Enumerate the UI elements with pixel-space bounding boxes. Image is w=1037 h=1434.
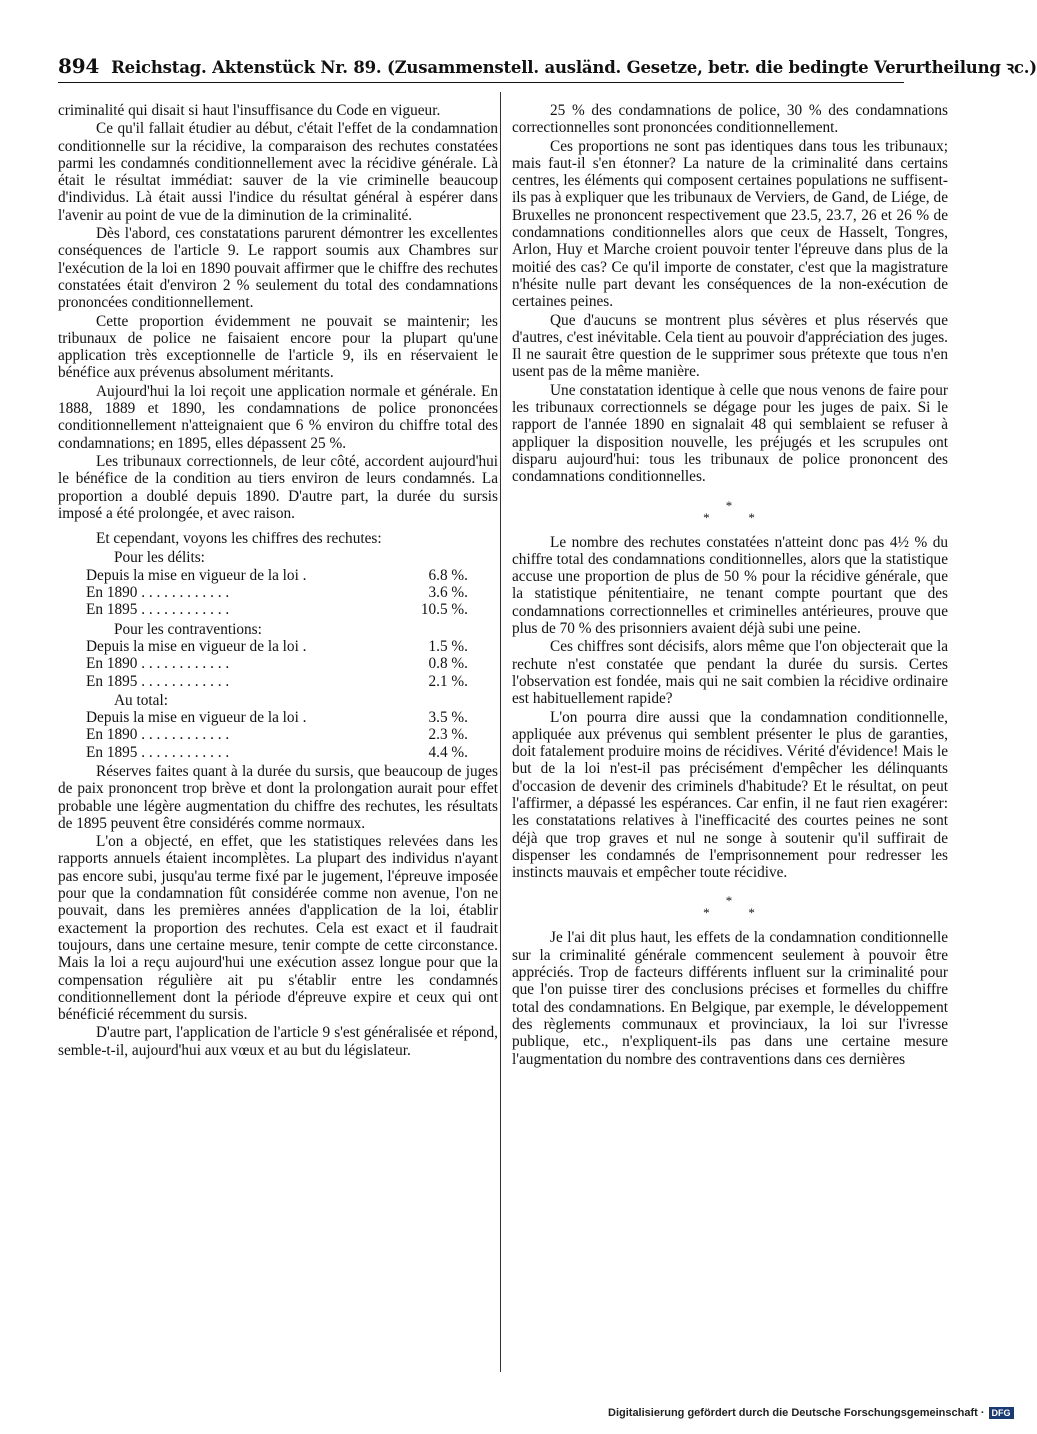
paragraph: Je l'ai dit plus haut, les effets de la condamnation conditionnelle sur la criminalité générale commencent seulement à pouvoir être appréciés. Trop de facteurs différents influent sur la criminalité pour que l'on puisse tirer des conclusions précises et formelles du chiffre total des condamnations. En Belgique, par exemple, le développement des règlements communaux et provinciaux, la loi sur l'ivresse publique, etc., n'expliquent-ils pas dans une certaine mesure l'augmentation du nombre des contraventions dans ces dernières xyxy=(512,929,948,1068)
footer-text: Digitalisierung gefördert durch die Deutsche Forschungsgemeinschaft · xyxy=(608,1407,985,1419)
table-row xyxy=(86,584,468,601)
stats-table xyxy=(86,567,468,619)
row-label: Depuis la mise en vigueur de la loi . xyxy=(86,709,307,727)
stats-group-delits xyxy=(58,549,498,618)
column-divider xyxy=(500,92,501,1372)
asterism-top: * xyxy=(725,893,735,909)
paragraph: Ces chiffres sont décisifs, alors même que l'on objecterait que la rechute n'est constatée que pendant la durée du sursis. Certes l'observation est fondée, mais qui ne sait combien la récidive ordinaire est habituellement rapide? xyxy=(512,638,948,708)
paragraph: Ce qu'il fallait étudier au début, c'était l'effet de la condamnation conditionnelle sur la récidive, la comparaison des rechutes constatées parmi les condamnés conditionnellement avec la récidive générale. Là était le résultat immédiat: sauver de la vie criminelle beaucoup d'individus. Là était aussi l'indice du résultat général à espérer dans l'avenir au point de vue de la diminution de la criminalité. xyxy=(58,120,498,224)
paragraph: L'on pourra dire aussi que la condamnation conditionnelle, appliquée aux prévenus qui semblent présenter le plus de garanties, doit fatalement produire moins de récidives. Vérité d'évidence! Mais le but de la loi n'est-il pas précisément d'empêcher les délinquants d'occasion de devenir des criminels d'habitude? Et le résultat, on peut l'affirmer, a dépassé les espérances. Car enfin, il ne faut rien exagérer: les constatations relatives à l'inefficacité des courtes peines ne sont déjà que trop graves et nul ne songe à soutenir qu'il suffirait de dispenser les condamnés de l'emprisonnement pour redresser les instincts mauvais et empêcher toute récidive. xyxy=(512,708,948,882)
table-row xyxy=(86,673,468,690)
paragraph: L'on a objecté, en effet, que les statistiques relevées dans les rapports annuels étaient incomplètes. La plupart des individus n'ayant pas encore subi, jusqu'au terme fixé par le jugement, l'épreuve imposée pour que la condamnation fût considérée comme non avenue, l'on ne pouvait, dans les premières années d'application de la loi, établir exactement la proportion des rechutes. Cela est exact et il faudrait toujours, dans une certaine mesure, tenir compte de cette circonstance. Mais la loi a reçu aujourd'hui une exécution assez longue pour que la compensation régulière ait pu s'établir entre les condamnés conditionnellement dont la période d'épreuve expire et ceux qui ont bénéficié récemment du sursis. xyxy=(58,833,498,1024)
row-value: 10.5 %. xyxy=(420,601,468,619)
row-value: 4.4 %. xyxy=(428,743,468,761)
row-value: 0.8 %. xyxy=(428,655,468,673)
paragraph: criminalité qui disait si haut l'insuffisance du Code en vigueur. xyxy=(58,102,441,119)
row-label: Depuis la mise en vigueur de la loi . xyxy=(86,637,307,655)
row-value: 3.6 %. xyxy=(428,584,468,602)
paragraph: Que d'aucuns se montrent plus sévères et plus réservés que d'autres, c'est inévitable. Cela tient au pouvoir d'appréciation des juges. Il ne saurait être question de le supprimer sous prétexte que tous n'en usent pas de la même manière. xyxy=(512,311,948,381)
paragraph: Le nombre des rechutes constatées n'atteint donc pas 4½ % du chiffre total des condamnations conditionnelles, alors que la statistique accuse une proportion de plus de 50 % pour la récidive générale, que la statistique pénitentiaire, ne tenant compte pourtant que des condamnations correctionnelles et criminelles antérieures, prouve que plus de 70 % des prisonniers avaient déjà subi une peine. xyxy=(512,533,948,638)
row-label: En 1890 . . . . . . . . . . . . xyxy=(86,726,230,744)
stats-group-contraventions xyxy=(58,621,498,690)
paragraph: Ces proportions ne sont pas identiques dans tous les tribunaux; mais faut-il s'en étonner? La nature de la criminalité dans certains centres, les éléments qui composent certaines populations ne suffisent-ils pas à expliquer que les tribunaux de Verviers, de Gand, de Liége, de Bruxelles ne prononcent respectivement que 23.5, 23.7, 26 et 26 % de condamnations conditionnelles alors que ceux de Hasselt, Tongres, Arlon, Huy et Marche croient pouvoir tenter l'épreuve dans plus de la moitié des cas? Ce qu'il importe de constater, c'est que la magistrature n'hésite nulle part devant les conséquences de la non-exécution de certaines peines. xyxy=(512,137,948,311)
paragraph: Aujourd'hui la loi reçoit une application normale et générale. En 1888, 1889 et 1890, les condamnations de police prononcées conditionnellement n'atteignaient que 6 % environ du chiffre total des condamnations; en 1895, elles dépassent 25 %. xyxy=(58,382,498,452)
asterism-bottom: * * xyxy=(703,509,757,525)
stats-table xyxy=(86,709,468,761)
row-label: En 1890 . . . . . . . . . . . . xyxy=(86,584,230,602)
row-value: 1.5 %. xyxy=(428,637,468,655)
row-value: 3.5 %. xyxy=(428,709,468,727)
table-row xyxy=(86,601,468,618)
running-title: Reichstag. Aktenstück Nr. 89. (Zusammenstell. ausländ. Gesetze, betr. die bedingte Verurtheilung ꝛc.) xyxy=(111,58,1037,77)
asterism-bottom: * * xyxy=(703,905,757,921)
table-row xyxy=(86,744,468,761)
stats-heading: Pour les contraventions: xyxy=(114,620,262,638)
paragraph: D'autre part, l'application de l'article 9 s'est généralisée et répond, semble-t-il, aujourd'hui aux vœux et au but du législateur. xyxy=(58,1024,498,1059)
left-column xyxy=(58,102,498,1060)
right-column xyxy=(512,102,948,1069)
stats-caption: Et cependant, voyons les chiffres des rechutes: xyxy=(96,530,382,548)
row-label: En 1895 . . . . . . . . . . . . xyxy=(86,601,230,619)
row-label: En 1890 . . . . . . . . . . . . xyxy=(86,655,230,673)
section-asterism xyxy=(512,895,948,919)
table-row xyxy=(86,655,468,672)
row-label: En 1895 . . . . . . . . . . . . xyxy=(86,672,230,690)
paragraph: Réserves faites quant à la durée du sursis, que beaucoup de juges de paix prononcent trop brève et dont la prolongation aurait pour effet probable une légère augmentation du chiffre des rechutes, les résultats de 1895 peuvent être considérés comme normaux. xyxy=(58,762,498,832)
row-value: 6.8 %. xyxy=(428,566,468,584)
paragraph: Cette proportion évidemment ne pouvait se maintenir; les tribunaux de police ne faisaient encore pour la plupart qu'une application très exceptionnelle de l'article 9, ils en réservaient le bénéfice aux prévenus absolument méritants. xyxy=(58,312,498,382)
stats-heading: Pour les délits: xyxy=(114,549,205,567)
table-row xyxy=(86,726,468,743)
asterism-top: * xyxy=(725,497,735,513)
stats-heading: Au total: xyxy=(114,691,168,709)
paragraph: Les tribunaux correctionnels, de leur côté, accordent aujourd'hui le bénéfice de la condition au tiers environ de leurs condamnés. La proportion a doublé depuis 1890. D'autre part, la durée du sursis imposé a été prolongée, et avec raison. xyxy=(58,452,498,522)
paragraph: 25 % des condamnations de police, 30 % des condamnations correctionnelles sont prononcées conditionnellement. xyxy=(512,102,948,137)
dfg-logo: DFG xyxy=(989,1407,1014,1419)
running-header xyxy=(58,46,1037,83)
digitization-footer xyxy=(608,1407,1014,1419)
stats-table xyxy=(86,638,468,690)
row-label: En 1895 . . . . . . . . . . . . xyxy=(86,743,230,761)
table-row xyxy=(86,567,468,584)
section-asterism xyxy=(512,497,948,525)
table-row xyxy=(86,638,468,655)
paragraph: Dès l'abord, ces constatations parurent démontrer les excellentes conséquences de l'article 9. Le rapport soumis aux Chambres sur l'exécution de la loi en 1890 pouvait affirmer que le chiffre des rechutes constatées était d'environ 2 % seulement du total des condamnations prononcées conditionnellement. xyxy=(58,225,498,312)
stats-group-total xyxy=(58,692,498,761)
table-row xyxy=(86,709,468,726)
paragraph: Une constatation identique à celle que nous venons de faire pour les tribunaux correctionnels se dégage pour les juges de paix. Si le rapport de l'année 1890 en signalait 48 qui semblaient se refuser à appliquer la disposition nouvelle, les préjugés et les scrupules ont disparu aujourd'hui: tous les tribunaux de police prononcent des condamnations conditionnelles. xyxy=(512,381,948,486)
row-value: 2.1 %. xyxy=(428,672,468,690)
row-value: 2.3 %. xyxy=(428,726,468,744)
page-number: 894 xyxy=(58,54,100,78)
row-label: Depuis la mise en vigueur de la loi . xyxy=(86,566,307,584)
